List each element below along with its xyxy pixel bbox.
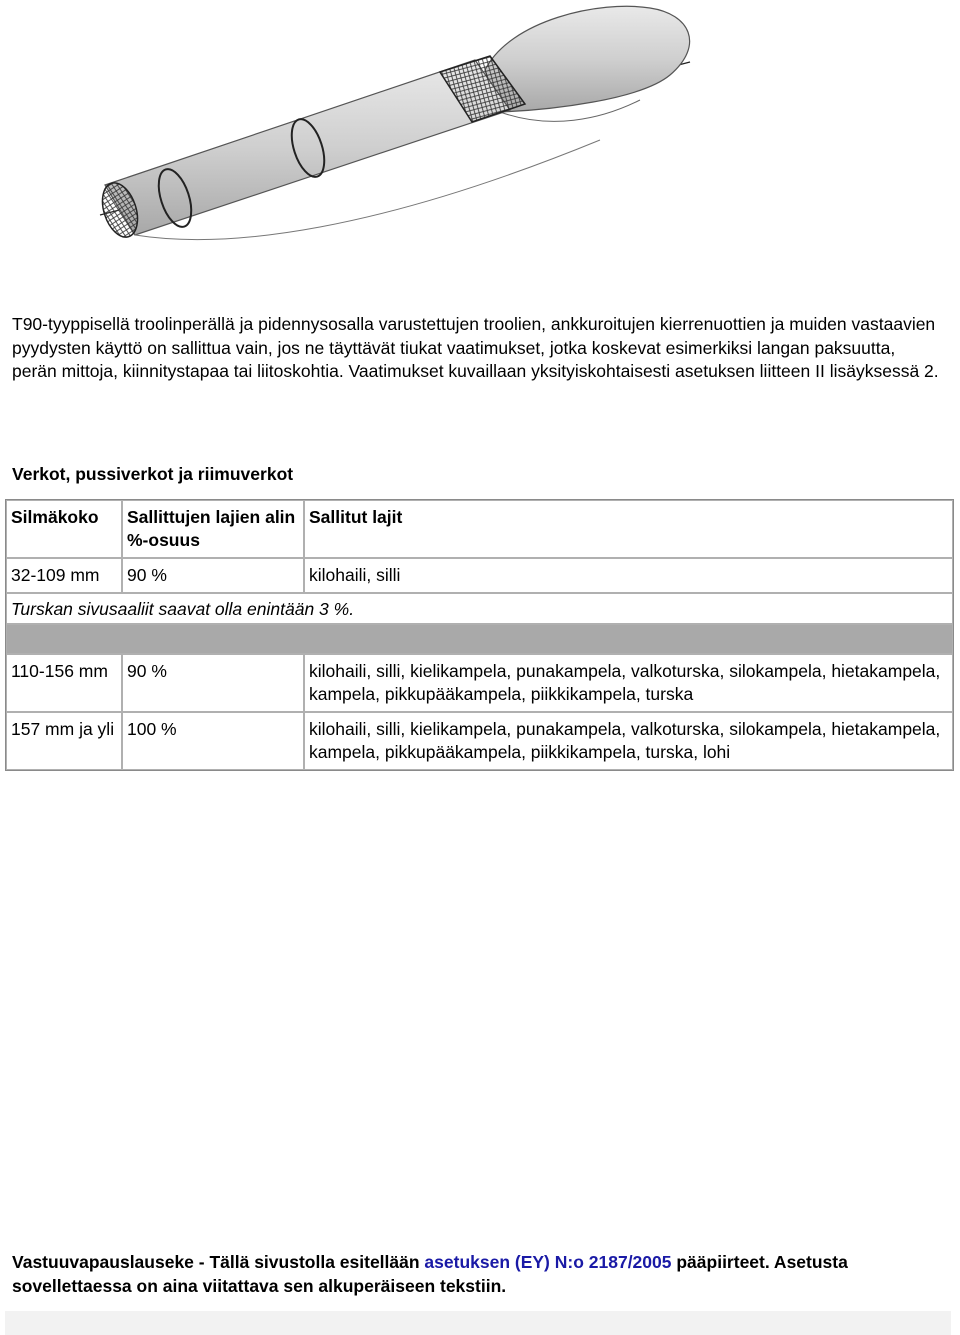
mesh-size-cell: 110-156 mm — [6, 654, 122, 712]
bycatch-note: Turskan sivusaaliit saavat olla enintään 3 %. — [6, 593, 953, 624]
percent-cell: 100 % — [122, 712, 304, 770]
separator-cell — [6, 624, 953, 654]
table-row — [6, 712, 953, 770]
table-header-row — [6, 500, 953, 558]
percent-cell: 90 % — [122, 558, 304, 593]
disclaimer — [12, 1251, 947, 1298]
table-row — [6, 558, 953, 593]
trawl-net-illustration — [80, 0, 720, 250]
header-allowed-species: Sallitut lajit — [304, 500, 953, 558]
header-min-percent: Sallittujen lajien alin %-osuus — [122, 500, 304, 558]
table-row — [6, 654, 953, 712]
percent-cell: 90 % — [122, 654, 304, 712]
species-cell: kilohaili, silli, kielikampela, punakampela, valkoturska, silokampela, hietakampela, kampela, pikkupääkampela, piikkikampela, turska — [304, 654, 953, 712]
note-row — [6, 593, 953, 624]
section-title: Verkot, pussiverkot ja riimuverkot — [12, 464, 294, 484]
footer-bar — [5, 1311, 951, 1335]
intro-paragraph: T90-tyyppisellä troolinperällä ja pidennysosalla varustettujen troolien, ankkuroitujen kierrenuottien ja muiden vastaavien pyydysten käyttö on sallittua vain, jos ne täyttävät tiukat vaatimukset, jotka koskevat esimerkiksi langan paksuutta, perän mittoja, kiinnitystapaa tai liitoskohtia. Vaatimukset kuvaillaan yksityiskohtaisesti asetuksen liitteen II lisäyksessä 2. — [12, 314, 939, 381]
species-cell: kilohaili, silli, kielikampela, punakampela, valkoturska, silokampela, hietakampela, kampela, pikkupääkampela, piikkikampela, turska, lohi — [304, 712, 953, 770]
separator-row — [6, 624, 953, 654]
disclaimer-text-before: Vastuuvapauslauseke - Tällä sivustolla esitellään — [12, 1252, 425, 1272]
disclaimer-text-after: pääpiirteet. Asetusta sovellettaessa on aina viitattava sen alkuperäiseen tekstiin. — [12, 1252, 848, 1296]
species-cell: kilohaili, silli — [304, 558, 953, 593]
header-mesh-size: Silmäkoko — [6, 500, 122, 558]
mesh-size-cell: 157 mm ja yli — [6, 712, 122, 770]
mesh-size-cell: 32-109 mm — [6, 558, 122, 593]
catch-composition-table — [5, 499, 954, 771]
regulation-link[interactable]: asetuksen (EY) N:o 2187/2005 — [424, 1252, 672, 1272]
